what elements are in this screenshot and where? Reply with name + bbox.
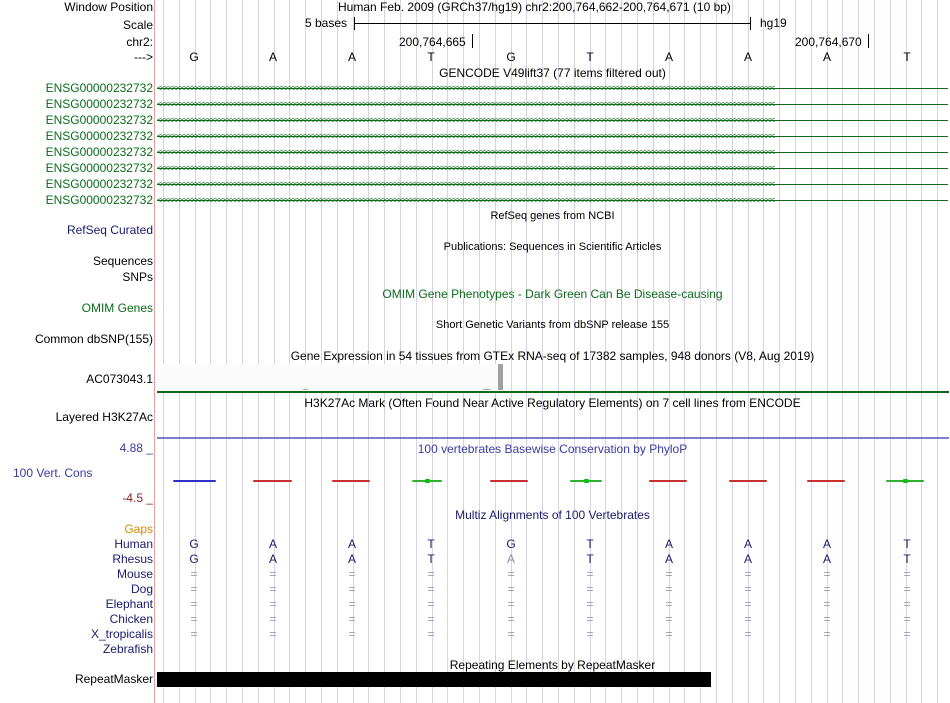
publications-label-sequences[interactable]: Sequences	[92, 254, 153, 268]
phylop-label[interactable]: 100 Vert. Cons	[13, 466, 93, 480]
gencode-item-label[interactable]: ENSG00000232732	[45, 161, 153, 175]
strand-chevrons-icon: <<<<<<<<<<<<<<<<<<<<<<<<<<<<<<<<<<<<<<<<<<<<<<<<<<<<<<<<<<<<<<<<<<<<<<<<<<<<<<<<<<<<<<<<<<<<<<<<<<<<<<<<<<<<<<<<<<<<<<<<<<<<<<<<<<<<<<<<<<<<<<<<<<<<<<<<<<<<<<	[157, 164, 775, 173]
scale-assembly: hg19	[760, 16, 787, 30]
alignment-base: =	[427, 582, 435, 596]
species-label[interactable]: Dog	[130, 582, 153, 596]
alignment-base: =	[586, 627, 594, 641]
h3k27ac-title[interactable]: H3K27Ac Mark (Often Found Near Active Regulatory Elements) on 7 cell lines from ENCODE	[304, 396, 801, 410]
alignment-base: A	[822, 552, 831, 566]
position-tick-right-mark	[868, 34, 869, 48]
scale-label: Scale	[122, 18, 153, 32]
conservation-segment	[807, 480, 845, 482]
alignment-base: =	[427, 597, 435, 611]
conservation-segment	[490, 480, 528, 482]
base-letter: A	[347, 50, 356, 64]
alignment-base: =	[903, 627, 911, 641]
alignment-base: A	[268, 537, 277, 551]
repeatmasker-title[interactable]: Repeating Elements by RepeatMasker	[449, 658, 656, 672]
alignment-base: T	[427, 537, 435, 551]
alignment-base: A	[347, 552, 356, 566]
strand-chevrons-icon: <<<<<<<<<<<<<<<<<<<<<<<<<<<<<<<<<<<<<<<<<<<<<<<<<<<<<<<<<<<<<<<<<<<<<<<<<<<<<<<<<<<<<<<<<<<<<<<<<<<<<<<<<<<<<<<<<<<<<<<<<<<<<<<<<<<<<<<<<<<<<<<<<<<<<<<<<<<<<<	[157, 132, 775, 141]
alignment-base: =	[507, 597, 515, 611]
gtex-graph-area	[157, 364, 500, 391]
alignment-base: =	[507, 582, 515, 596]
strand-chevrons-icon: <<<<<<<<<<<<<<<<<<<<<<<<<<<<<<<<<<<<<<<<<<<<<<<<<<<<<<<<<<<<<<<<<<<<<<<<<<<<<<<<<<<<<<<<<<<<<<<<<<<<<<<<<<<<<<<<<<<<<<<<<<<<<<<<<<<<<<<<<<<<<<<<<<<<<<<<<<<<<<	[157, 116, 775, 125]
alignment-base: =	[823, 597, 831, 611]
strand-chevrons-icon: <<<<<<<<<<<<<<<<<<<<<<<<<<<<<<<<<<<<<<<<<<<<<<<<<<<<<<<<<<<<<<<<<<<<<<<<<<<<<<<<<<<<<<<<<<<<<<<<<<<<<<<<<<<<<<<<<<<<<<<<<<<<<<<<<<<<<<<<<<<<<<<<<<<<<<<<<<<<<<	[157, 180, 775, 189]
base-letter: T	[903, 50, 911, 64]
base-letter: G	[189, 50, 199, 64]
base-letter: A	[743, 50, 752, 64]
alignment-base: =	[823, 612, 831, 626]
base-letter: T	[586, 50, 594, 64]
publications-label-snps[interactable]: SNPs	[122, 270, 153, 284]
base-letter: A	[268, 50, 277, 64]
alignment-base: =	[190, 597, 198, 611]
alignment-base: T	[586, 537, 594, 551]
alignment-base: T	[427, 552, 435, 566]
base-letter: A	[822, 50, 831, 64]
phylop-min: -4.5 _	[122, 491, 153, 505]
alignment-base: =	[348, 627, 356, 641]
gtex-mark	[483, 389, 491, 390]
alignment-base: A	[743, 552, 752, 566]
species-label[interactable]: Human	[114, 537, 153, 551]
conservation-segment	[332, 480, 370, 482]
alignment-base: T	[586, 552, 594, 566]
alignment-base: =	[823, 567, 831, 581]
multiz-title[interactable]: Multiz Alignments of 100 Vertebrates	[455, 508, 650, 522]
alignment-base: =	[665, 582, 673, 596]
alignment-base: =	[507, 612, 515, 626]
strand-chevrons-icon: <<<<<<<<<<<<<<<<<<<<<<<<<<<<<<<<<<<<<<<<<<<<<<<<<<<<<<<<<<<<<<<<<<<<<<<<<<<<<<<<<<<<<<<<<<<<<<<<<<<<<<<<<<<<<<<<<<<<<<<<<<<<<<<<<<<<<<<<<<<<<<<<<<<<<<<<<<<<<<	[157, 84, 775, 93]
dbsnp-label[interactable]: Common dbSNP(155)	[34, 332, 153, 346]
gaps-label[interactable]: Gaps	[124, 522, 153, 536]
window-position-label: Window Position	[64, 0, 153, 14]
alignment-base: =	[744, 612, 752, 626]
phylop-title[interactable]: 100 vertebrates Basewise Conservation by PhyloP	[417, 442, 688, 456]
species-label[interactable]: Chicken	[109, 612, 153, 626]
alignment-base: =	[190, 582, 198, 596]
alignment-base: =	[507, 567, 515, 581]
position-tick-left-mark	[472, 34, 473, 48]
alignment-base: =	[269, 582, 277, 596]
conservation-segment	[253, 480, 292, 482]
dbsnp-title[interactable]: Short Genetic Variants from dbSNP release 155	[435, 319, 670, 331]
alignment-base: T	[903, 552, 911, 566]
alignment-base: =	[586, 612, 594, 626]
alignment-base: =	[823, 627, 831, 641]
species-label[interactable]: Mouse	[116, 567, 153, 581]
alignment-base: A	[664, 552, 673, 566]
alignment-base: =	[586, 582, 594, 596]
alignment-base: =	[269, 597, 277, 611]
alignment-base: =	[744, 627, 752, 641]
alignment-base: A	[506, 552, 515, 566]
gtex-label[interactable]: AC073043.1	[86, 372, 153, 386]
alignment-base: =	[348, 582, 356, 596]
omim-title[interactable]: OMIM Gene Phenotypes - Dark Green Can Be Disease-causing	[382, 287, 723, 301]
conservation-segment	[649, 480, 687, 482]
strand-chevrons-icon: <<<<<<<<<<<<<<<<<<<<<<<<<<<<<<<<<<<<<<<<<<<<<<<<<<<<<<<<<<<<<<<<<<<<<<<<<<<<<<<<<<<<<<<<<<<<<<<<<<<<<<<<<<<<<<<<<<<<<<<<<<<<<<<<<<<<<<<<<<<<<<<<<<<<<<<<<<<<<<	[157, 148, 775, 157]
gencode-item-label[interactable]: ENSG00000232732	[45, 129, 153, 143]
species-label[interactable]: Rhesus	[112, 552, 153, 566]
h3k27ac-label[interactable]: Layered H3K27Ac	[55, 410, 153, 424]
gencode-title[interactable]: GENCODE V49lift37 (77 items filtered out)	[439, 66, 666, 80]
alignment-base: =	[903, 612, 911, 626]
conservation-peak	[903, 479, 908, 483]
gencode-item-label[interactable]: ENSG00000232732	[45, 81, 153, 95]
species-label[interactable]: Zebrafish	[102, 642, 153, 656]
scale-bar-left-tick	[354, 17, 355, 30]
gencode-item-label[interactable]: ENSG00000232732	[45, 177, 153, 191]
species-label[interactable]: X_tropicalis	[90, 627, 153, 641]
conservation-peak	[584, 479, 589, 483]
alignment-base: =	[427, 612, 435, 626]
refseq-title[interactable]: RefSeq genes from NCBI	[490, 210, 615, 222]
base-letter: G	[506, 50, 516, 64]
gencode-item-label[interactable]: ENSG00000232732	[45, 97, 153, 111]
alignment-base: =	[903, 582, 911, 596]
scale-text: 5 bases	[305, 16, 348, 30]
gtex-bar	[498, 364, 503, 390]
gencode-item-label[interactable]: ENSG00000232732	[45, 193, 153, 207]
gtex-mark	[303, 389, 308, 390]
alignment-base: =	[190, 627, 198, 641]
strand-chevrons-icon: <<<<<<<<<<<<<<<<<<<<<<<<<<<<<<<<<<<<<<<<<<<<<<<<<<<<<<<<<<<<<<<<<<<<<<<<<<<<<<<<<<<<<<<<<<<<<<<<<<<<<<<<<<<<<<<<<<<<<<<<<<<<<<<<<<<<<<<<<<<<<<<<<<<<<<<<<<<<<<	[157, 100, 775, 109]
base-letter: T	[427, 50, 435, 64]
alignment-base: =	[507, 627, 515, 641]
alignment-base: A	[347, 537, 356, 551]
conservation-peak	[425, 479, 430, 483]
alignment-base: =	[586, 597, 594, 611]
gtex-baseline	[157, 391, 949, 393]
alignment-base: =	[665, 567, 673, 581]
alignment-base: =	[823, 582, 831, 596]
scale-bar-right-tick	[750, 17, 751, 30]
gencode-item-label[interactable]: ENSG00000232732	[45, 113, 153, 127]
alignment-base: =	[903, 567, 911, 581]
alignment-base: =	[348, 567, 356, 581]
alignment-base: G	[189, 552, 199, 566]
alignment-base: =	[586, 567, 594, 581]
alignment-base: =	[744, 567, 752, 581]
alignment-base: =	[348, 597, 356, 611]
phylop-max: 4.88 _	[119, 441, 153, 455]
publications-title[interactable]: Publications: Sequences in Scientific Articles	[443, 241, 662, 253]
alignment-base: =	[744, 597, 752, 611]
alignment-base: =	[348, 612, 356, 626]
species-label[interactable]: Elephant	[105, 597, 153, 611]
alignment-base: =	[744, 582, 752, 596]
position-tick-right: 200,764,670	[795, 35, 862, 49]
alignment-base: T	[903, 537, 911, 551]
gtex-title[interactable]: Gene Expression in 54 tissues from GTEx RNA-seq of 17382 samples, 948 donors (V8, Aug 2019)	[290, 349, 815, 363]
chrom-label: chr2:	[126, 35, 153, 49]
alignment-base: =	[269, 567, 277, 581]
alignment-base: A	[268, 552, 277, 566]
gencode-item-label[interactable]: ENSG00000232732	[45, 145, 153, 159]
alignment-base: =	[427, 567, 435, 581]
alignment-base: =	[190, 567, 198, 581]
h3k27ac-baseline	[157, 437, 949, 439]
window-position-value: Human Feb. 2009 (GRCh37/hg19) chr2:200,764,662-200,764,671 (10 bp)	[338, 0, 731, 14]
alignment-base: =	[269, 612, 277, 626]
repeatmasker-label[interactable]: RepeatMasker	[74, 672, 153, 686]
conservation-segment	[173, 480, 216, 482]
position-tick-left: 200,764,665	[399, 35, 466, 49]
refseq-label[interactable]: RefSeq Curated	[66, 223, 153, 237]
alignment-base: A	[664, 537, 673, 551]
alignment-base: =	[665, 597, 673, 611]
omim-label[interactable]: OMIM Genes	[81, 301, 153, 315]
alignment-base: =	[665, 612, 673, 626]
conservation-segment	[729, 480, 767, 482]
alignment-base: =	[665, 627, 673, 641]
alignment-base: G	[506, 537, 516, 551]
alignment-base: G	[189, 537, 199, 551]
strand-chevrons-icon: <<<<<<<<<<<<<<<<<<<<<<<<<<<<<<<<<<<<<<<<<<<<<<<<<<<<<<<<<<<<<<<<<<<<<<<<<<<<<<<<<<<<<<<<<<<<<<<<<<<<<<<<<<<<<<<<<<<<<<<<<<<<<<<<<<<<<<<<<<<<<<<<<<<<<<<<<<<<<<	[157, 196, 775, 205]
alignment-base: =	[269, 627, 277, 641]
alignment-base: A	[822, 537, 831, 551]
alignment-base: =	[190, 612, 198, 626]
alignment-base: =	[903, 597, 911, 611]
scale-bar	[354, 23, 751, 24]
repeatmasker-element[interactable]	[157, 672, 711, 687]
alignment-base: =	[427, 627, 435, 641]
base-letter: A	[664, 50, 673, 64]
strand-label: --->	[134, 50, 153, 64]
label-divider	[154, 0, 155, 703]
alignment-base: A	[743, 537, 752, 551]
